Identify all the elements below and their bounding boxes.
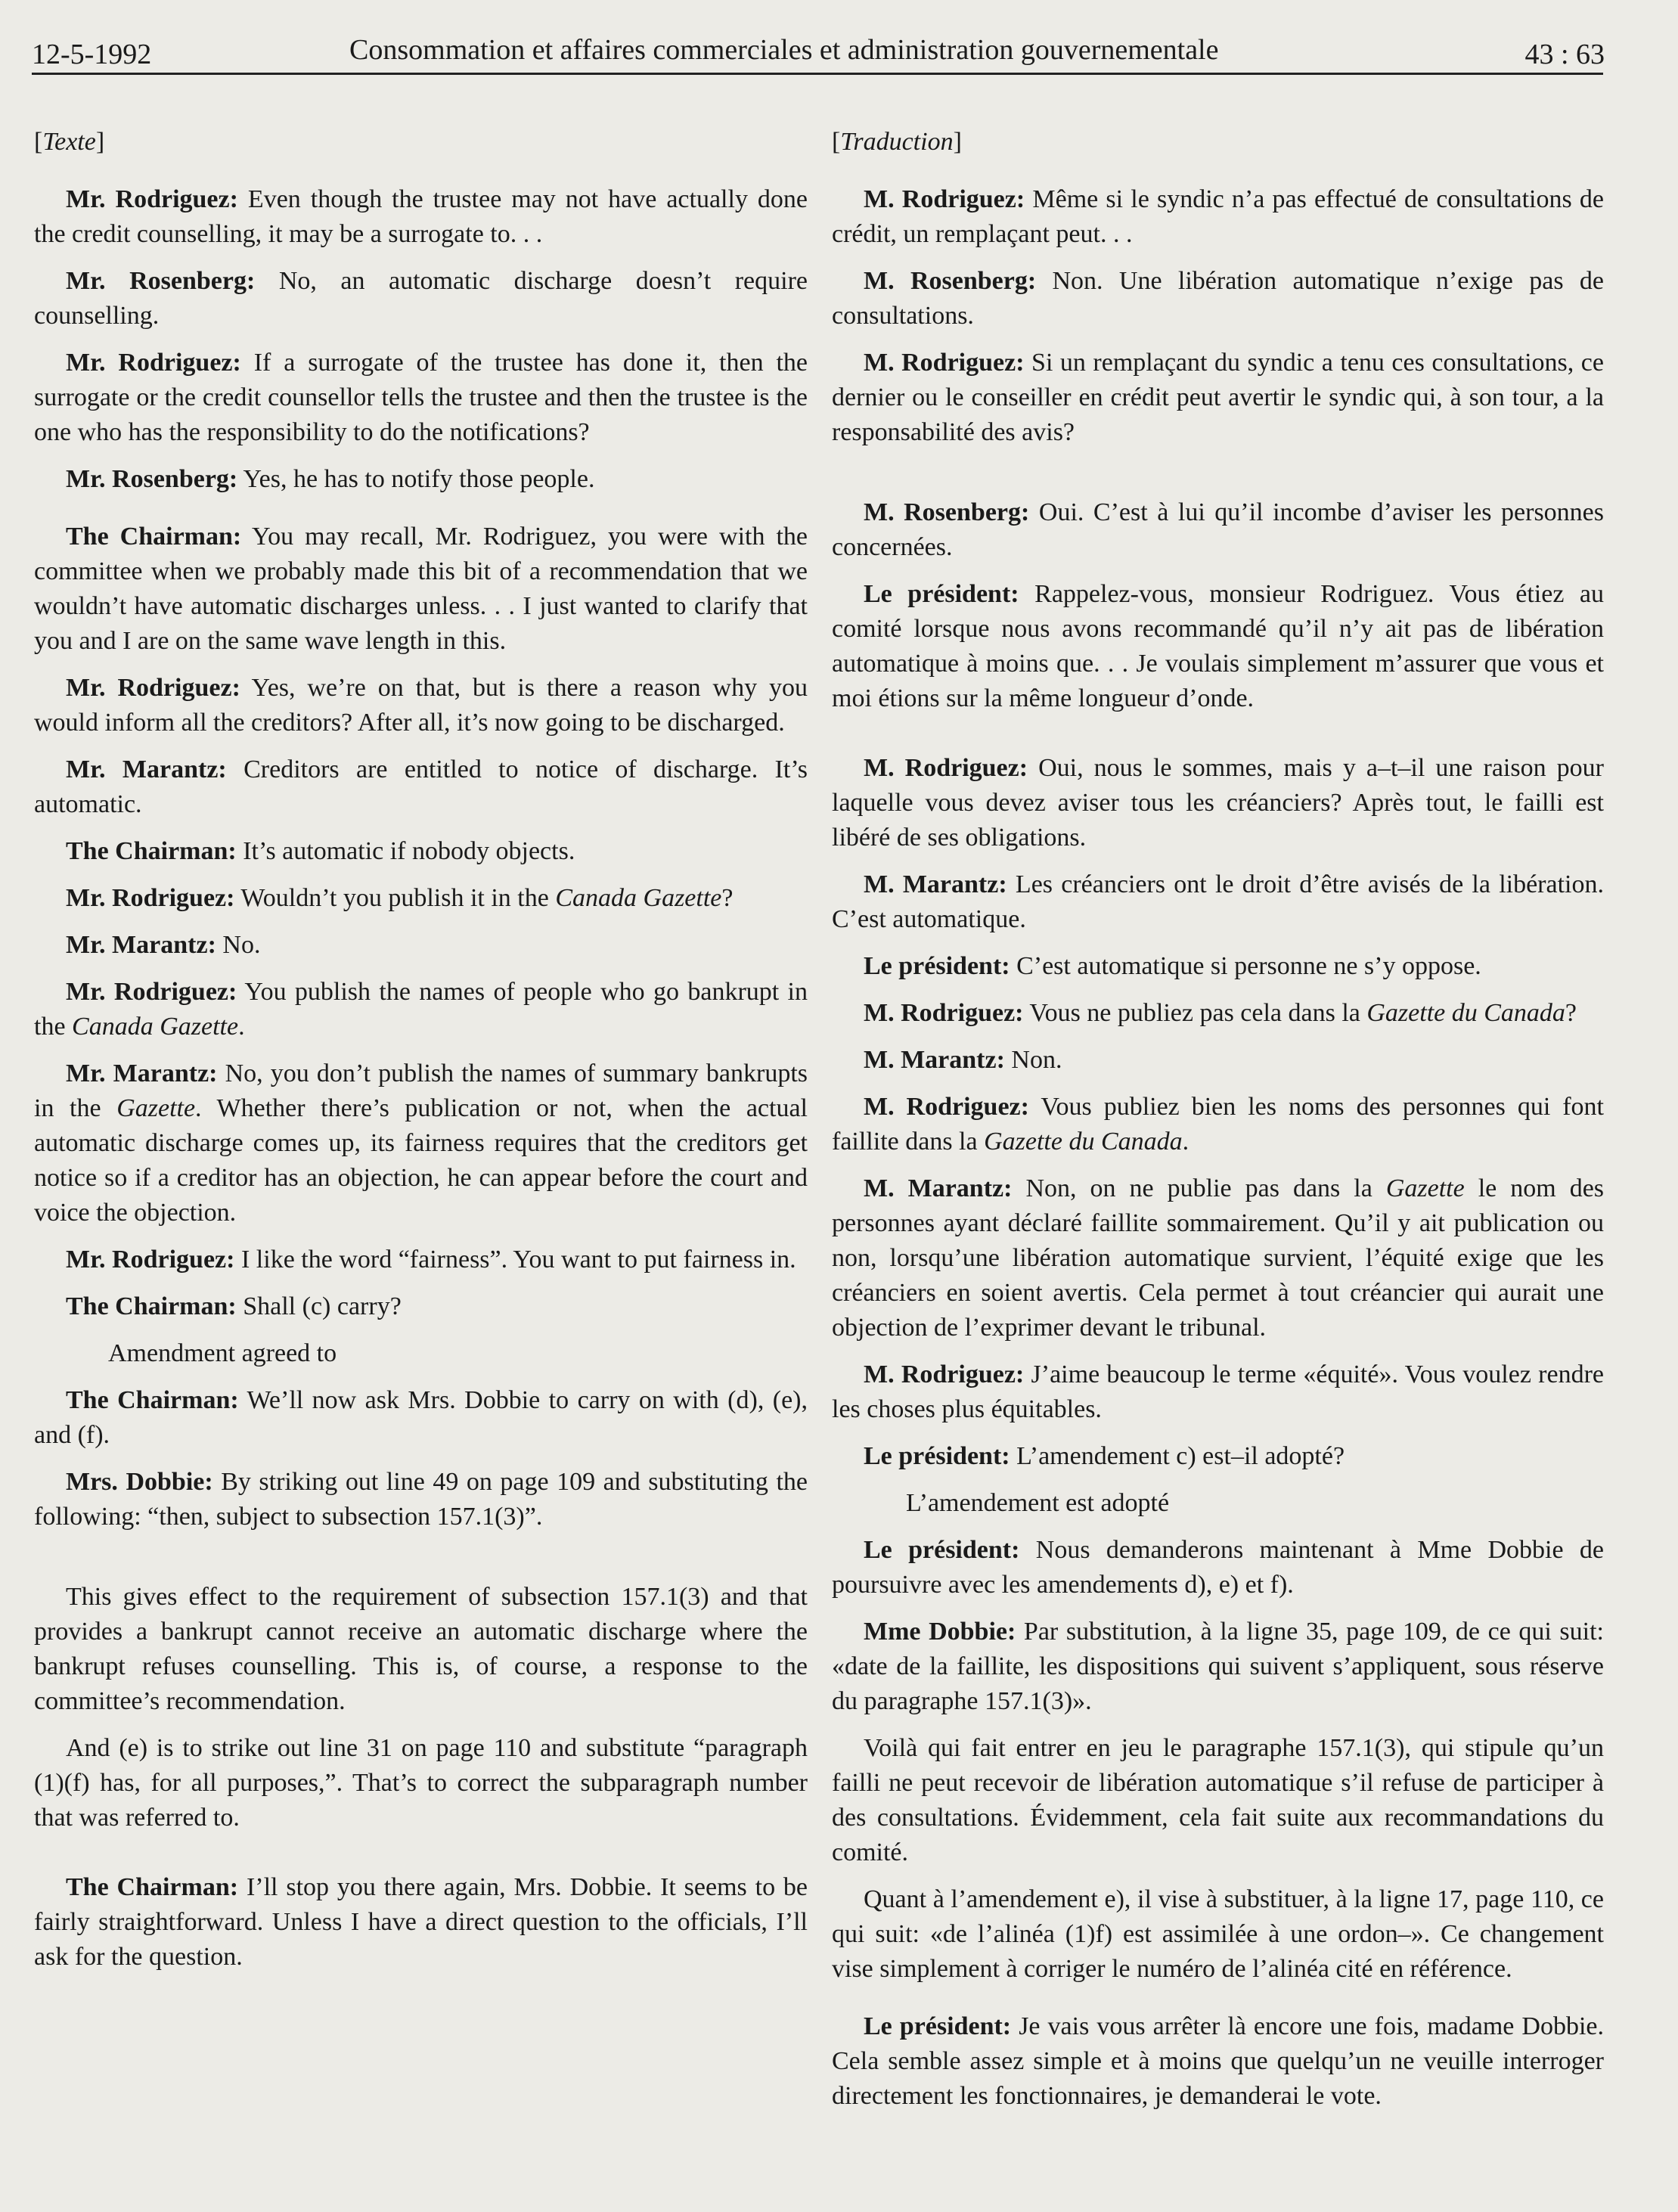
speaker-name: Mr. Rosenberg: bbox=[66, 465, 238, 493]
paragraph: Mme Dobbie: Par substitution, à la ligne 35, page 109, de ce qui suit: «date de la faillite, les dispositions qui suivent s’appliquent, sous réserve du paragraphe 157.1(3)». bbox=[832, 1618, 1604, 1715]
column-label-texte: [Texte] bbox=[34, 128, 105, 156]
speaker-name: Mme Dobbie: bbox=[864, 1618, 1016, 1646]
speaker-name: Mr. Marantz: bbox=[66, 931, 216, 959]
speaker-name: Mr. Rodriguez: bbox=[66, 978, 237, 1006]
paragraph: Mr. Rosenberg: Yes, he has to notify those people. bbox=[66, 465, 595, 493]
paragraph: M. Marantz: Non, on ne publie pas dans la Gazette le nom des personnes ayant déclaré faillite sommairement. Qu’il y ait publication ou non, lorsqu’une libération automatique survient, l’équité exige que les créanciers en soient avertis. Cela permet à tout créancier qui aurait une objection de l’exprimer devant le tribunal. bbox=[832, 1174, 1605, 1342]
header-date: 12-5-1992 bbox=[32, 39, 152, 70]
paragraph: M. Rodriguez: Si un remplaçant du syndic a tenu ces consultations, ce dernier ou le conseiller en crédit peut avertir le syndic qui, à son tour, a la responsabilité des avis? bbox=[832, 349, 1604, 446]
speaker-name: The Chairman: bbox=[66, 1292, 237, 1320]
paragraph: This gives effect to the requirement of subsection 157.1(3) and that provides a bankrupt cannot receive an automatic discharge where the bankrupt refuses counselling. This is, of course, a response to the committee’s recommendation. bbox=[34, 1583, 808, 1715]
paragraph: Mrs. Dobbie: By striking out line 49 on page 109 and substituting the following: “then, subject to subsection 157.1(3)”. bbox=[34, 1468, 808, 1531]
paragraph: M. Rodriguez: J’aime beaucoup le terme «équité». Vous voulez rendre les choses plus équitables. bbox=[832, 1360, 1604, 1423]
paragraph: The Chairman: It’s automatic if nobody objects. bbox=[66, 837, 575, 865]
header-page-number: 43 : 63 bbox=[1524, 39, 1605, 70]
speaker-name: Le président: bbox=[864, 580, 1019, 608]
speaker-name: Mr. Rodriguez: bbox=[66, 349, 241, 377]
speaker-name: M. Marantz: bbox=[864, 870, 1007, 898]
speaker-name: Mr. Marantz: bbox=[66, 755, 227, 783]
speaker-name: Le président: bbox=[864, 1536, 1020, 1564]
paragraph: The Chairman: Shall (c) carry? bbox=[66, 1292, 402, 1320]
paragraph: Mr. Rodriguez: Even though the trustee may not have actually done the credit counselling, it may be a surrogate to. . . bbox=[34, 185, 808, 248]
speaker-name: M. Rosenberg: bbox=[864, 498, 1030, 526]
paragraph: Mr. Marantz: Creditors are entitled to notice of discharge. It’s automatic. bbox=[34, 755, 808, 818]
paragraph: Mr. Marantz: No. bbox=[66, 931, 261, 959]
paragraph: Mr. Rodriguez: If a surrogate of the trustee has done it, then the surrogate or the credit counsellor tells the trustee and then the trustee is the one who has the responsibility to do the notifications? bbox=[34, 349, 808, 446]
paragraph: Le président: Nous demanderons maintenant à Mme Dobbie de poursuivre avec les amendements d), e) et f). bbox=[832, 1536, 1604, 1599]
speaker-name: The Chairman: bbox=[66, 523, 242, 551]
paragraph: Le président: L’amendement c) est–il adopté? bbox=[864, 1442, 1345, 1470]
speaker-name: Mr. Rodriguez: bbox=[66, 1246, 235, 1274]
paragraph: Le président: Je vais vous arrêter là encore une fois, madame Dobbie. Cela semble assez simple et à moins que quelqu’un ne veuille interroger directement les fonctionnaires, je demanderai le vote. bbox=[832, 2012, 1605, 2110]
paragraph: M. Rodriguez: Oui, nous le sommes, mais y a–t–il une raison pour laquelle vous devez aviser tous les créanciers? Après tout, le failli est libéré de ses obligations. bbox=[832, 754, 1604, 852]
paragraph: M. Rodriguez: Vous ne publiez pas cela dans la Gazette du Canada? bbox=[864, 999, 1577, 1027]
header-rule bbox=[32, 73, 1603, 75]
paragraph: Le président: C’est automatique si personne ne s’y oppose. bbox=[864, 952, 1481, 980]
motion-result: Amendment agreed to bbox=[108, 1339, 337, 1367]
french-column bbox=[832, 125, 1604, 2126]
paragraph: Mr. Rodriguez: Wouldn’t you publish it in the Canada Gazette? bbox=[66, 884, 734, 912]
paragraph: M. Rosenberg: Non. Une libération automatique n’exige pas de consultations. bbox=[832, 267, 1604, 330]
paragraph: M. Rodriguez: Même si le syndic n’a pas effectué de consultations de crédit, un remplaçant peut. . . bbox=[832, 185, 1605, 248]
paragraph: The Chairman: I’ll stop you there again, Mrs. Dobbie. It seems to be fairly straightforward. Unless I have a direct question to the officials, I’ll ask for the question. bbox=[34, 1873, 808, 1971]
paragraph: M. Rodriguez: Vous publiez bien les noms des personnes qui font faillite dans la Gazette du Canada. bbox=[832, 1093, 1604, 1156]
speaker-name: Mr. Marantz: bbox=[66, 1059, 218, 1087]
paragraph: The Chairman: You may recall, Mr. Rodriguez, you were with the committee when we probably made this bit of a recommendation that we wouldn’t have automatic discharges unless. . . I just wanted to clarify that you and I are on the same wave length in this. bbox=[34, 523, 808, 655]
speaker-name: Le président: bbox=[864, 1442, 1010, 1470]
speaker-name: M. Rodriguez: bbox=[864, 185, 1025, 213]
paragraph: The Chairman: We’ll now ask Mrs. Dobbie to carry on with (d), (e), and (f). bbox=[34, 1386, 808, 1449]
speaker-name: The Chairman: bbox=[66, 1873, 239, 1901]
paragraph: Mr. Marantz: No, you don’t publish the names of summary bankrupts in the Gazette. Whether there’s publication or not, when the actual automatic discharge comes up, its fairness requires that the creditors get notice so if a creditor has an objection, he can appear before the court and voice the objection. bbox=[34, 1059, 808, 1227]
speaker-name: M. Rodriguez: bbox=[864, 754, 1028, 782]
paragraph: Voilà qui fait entrer en jeu le paragraphe 157.1(3), qui stipule qu’un failli ne peut recevoir de libération automatique s’il refuse de participer à des consultations. Évidemment, cela fait suite aux recommandations du comité. bbox=[832, 1734, 1604, 1866]
speaker-name: Le président: bbox=[864, 952, 1010, 980]
speaker-name: Mr. Rosenberg: bbox=[66, 267, 256, 295]
speaker-name: M. Marantz: bbox=[864, 1174, 1013, 1202]
speaker-name: The Chairman: bbox=[66, 1386, 239, 1414]
paragraph: M. Marantz: Non. bbox=[864, 1046, 1062, 1074]
speaker-name: Mr. Rodriguez: bbox=[66, 185, 238, 213]
speaker-name: Mrs. Dobbie: bbox=[66, 1468, 213, 1496]
speaker-name: Mr. Rodriguez: bbox=[66, 884, 235, 912]
speaker-name: M. Rodriguez: bbox=[864, 1360, 1025, 1388]
speaker-name: Mr. Rodriguez: bbox=[66, 674, 240, 702]
running-header bbox=[32, 33, 1605, 76]
paragraph: Mr. Rosenberg: No, an automatic discharge doesn’t require counselling. bbox=[34, 267, 808, 330]
motion-result: L’amendement est adopté bbox=[906, 1489, 1170, 1517]
speaker-name: M. Rosenberg: bbox=[864, 267, 1037, 295]
paragraph: Mr. Rodriguez: I like the word “fairness”. You want to put fairness in. bbox=[66, 1246, 796, 1274]
paragraph: Quant à l’amendement e), il vise à substituer, à la ligne 17, page 110, ce qui suit: «de l’alinéa (1)f) est assimilée à une ordon–». Ce changement vise simplement à corriger le numéro de l’alinéa cité en référence. bbox=[832, 1885, 1604, 1983]
speaker-name: M. Rodriguez: bbox=[864, 999, 1024, 1027]
paragraph: M. Marantz: Les créanciers ont le droit d’être avisés de la libération. C’est automatique. bbox=[832, 870, 1604, 933]
speaker-name: M. Rodriguez: bbox=[864, 349, 1025, 377]
paragraph: M. Rosenberg: Oui. C’est à lui qu’il incombe d’aviser les personnes concernées. bbox=[832, 498, 1605, 561]
english-column bbox=[34, 125, 808, 1987]
column-label-traduction: [Traduction] bbox=[832, 128, 962, 156]
speaker-name: The Chairman: bbox=[66, 837, 237, 865]
speaker-name: M. Marantz: bbox=[864, 1046, 1005, 1074]
speaker-name: Le président: bbox=[864, 2012, 1012, 2040]
paragraph: Le président: Rappelez-vous, monsieur Rodriguez. Vous étiez au comité lorsque nous avons recommandé qu’il n’y ait pas de libération automatique à moins que. . . Je voulais simplement m’assurer que vous et moi étions sur la même longueur d’onde. bbox=[832, 580, 1605, 712]
paragraph: Mr. Rodriguez: Yes, we’re on that, but is there a reason why you would inform all the creditors? After all, it’s now going to be discharged. bbox=[34, 674, 808, 737]
paragraph: And (e) is to strike out line 31 on page 110 and substitute “paragraph (1)(f) has, for all purposes,”. That’s to correct the subparagraph number that was referred to. bbox=[34, 1734, 808, 1832]
paragraph: Mr. Rodriguez: You publish the names of people who go bankrupt in the Canada Gazette. bbox=[34, 978, 808, 1041]
speaker-name: M. Rodriguez: bbox=[864, 1093, 1029, 1121]
header-title: Consommation et affaires commerciales et administration gouvernementale bbox=[349, 34, 1219, 66]
